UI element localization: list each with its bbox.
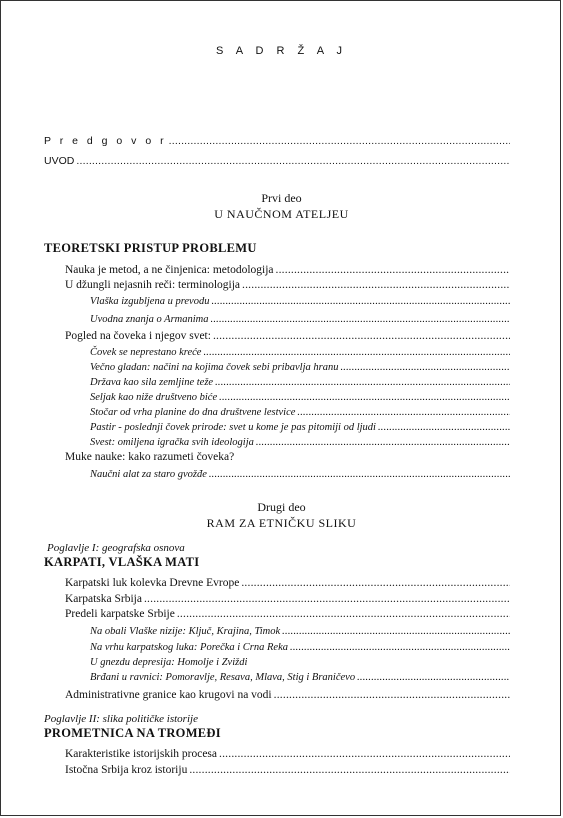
entry-label: Pastir - poslednji čovek prirode: svet u kome je pas pitomiji od ljudi — [90, 422, 376, 433]
entry-label: Svest: omiljena igračka svih ideologija — [90, 437, 254, 448]
dot-leader — [357, 671, 510, 685]
dot-leader — [203, 346, 510, 360]
page-title: S A D R Ž A J — [215, 45, 348, 57]
dot-leader — [211, 295, 510, 309]
entry-label: UVOD — [44, 155, 75, 167]
toc-entry[interactable] — [65, 451, 234, 463]
toc-entry[interactable] — [65, 329, 510, 343]
chapter-label: Poglavlje II: slika političke istorije — [44, 713, 198, 725]
part-title: U NAUČNOM ATELJEU — [214, 207, 349, 221]
entry-label: Muke nauke: kako razumeti čoveka? — [65, 451, 235, 463]
toc-entry-uvod[interactable] — [44, 154, 510, 168]
toc-entry[interactable] — [90, 468, 510, 482]
entry-label: Brđani u ravnici: Pomoravlje, Resava, Mlava, Stig i Braničevo — [90, 672, 356, 683]
entry-label: Čovek se neprestano kreće — [90, 347, 202, 358]
dot-leader — [189, 763, 510, 777]
dot-leader — [215, 376, 510, 390]
entry-label: Uvodna znanja o Armanima — [90, 314, 209, 325]
section-heading: KARPATI, VLAŠKA MATI — [44, 555, 200, 569]
entry-label: U džungli nejasnih reči: terminologija — [65, 279, 241, 291]
entry-label: Vlaška izgubljena u prevodu — [90, 296, 210, 307]
entry-label: Seljak kao niže društveno biće — [90, 392, 218, 403]
toc-entry[interactable] — [90, 295, 510, 309]
part-label: Drugi deo — [257, 500, 306, 514]
toc-entry[interactable] — [90, 346, 510, 360]
section-heading: TEORETSKI PRISTUP PROBLEMU — [44, 241, 257, 255]
toc-entry[interactable] — [65, 747, 510, 761]
dot-leader — [274, 688, 510, 702]
entry-label: Nauka je metod, a ne činjenica: metodologija — [65, 264, 274, 276]
toc-entry[interactable] — [90, 421, 510, 435]
dot-leader — [219, 747, 510, 761]
toc-entry[interactable] — [90, 406, 510, 420]
entry-label: Na vrhu karpatskog luka: Porečka i Crna Reka — [90, 642, 289, 653]
toc-entry[interactable] — [90, 391, 510, 405]
entry-label: Predeli karpatske Srbije — [65, 608, 175, 620]
toc-entry[interactable] — [90, 376, 510, 390]
toc-entry[interactable] — [90, 313, 510, 327]
dot-leader — [290, 641, 510, 655]
entry-label: Karpatski luk kolevka Drevne Evrope — [65, 577, 240, 589]
toc-entry[interactable] — [90, 641, 510, 655]
dot-leader — [169, 134, 510, 148]
dot-leader — [211, 313, 510, 327]
toc-entry-predgovor[interactable] — [44, 134, 510, 148]
toc-entry[interactable] — [90, 361, 510, 375]
dot-leader — [378, 421, 510, 435]
entry-label: Karpatska Srbija — [65, 593, 142, 605]
entry-label: Naučni alat za staro gvožđe — [90, 469, 207, 480]
entry-label: Pogled na čoveka i njegov svet: — [65, 330, 211, 342]
dot-leader — [297, 406, 510, 420]
dot-leader — [242, 278, 510, 292]
toc-entry[interactable] — [65, 763, 510, 777]
toc-entry[interactable] — [90, 656, 510, 670]
dot-leader — [241, 576, 510, 590]
toc-entry[interactable] — [65, 592, 510, 606]
toc-entry[interactable] — [90, 436, 510, 450]
dot-leader — [177, 607, 510, 621]
entry-label: Karakteristike istorijskih procesa — [65, 748, 218, 760]
toc-entry[interactable] — [65, 607, 510, 621]
dot-leader — [340, 361, 510, 375]
dot-leader — [256, 436, 510, 450]
dot-leader — [209, 468, 510, 482]
toc-entry[interactable] — [90, 625, 510, 639]
toc-entry[interactable] — [65, 278, 510, 292]
entry-label: Na obali Vlaške nizije: Ključ, Krajina, Timok — [90, 626, 281, 637]
dot-leader — [144, 592, 510, 606]
entry-label: P r e d g o v o r — [44, 135, 167, 147]
toc-entry[interactable] — [65, 688, 510, 702]
toc-entry[interactable] — [65, 576, 510, 590]
dot-leader — [213, 329, 510, 343]
entry-label: Stočar od vrha planine do dna društvene lestvice — [90, 407, 296, 418]
section-heading: PROMETNICA NA TROMEĐI — [44, 726, 221, 740]
dot-leader — [282, 625, 510, 639]
part-label: Prvi deo — [261, 191, 302, 205]
dot-leader — [276, 263, 510, 277]
part-title: RAM ZA ETNIČKU SLIKU — [206, 516, 357, 530]
chapter-label: Poglavlje I: geografska osnova — [47, 542, 185, 554]
entry-label: U gnezdu depresija: Homolje i Zviždi — [90, 657, 248, 668]
entry-label: Država kao sila zemljine teže — [90, 377, 214, 388]
toc-entry[interactable] — [65, 263, 510, 277]
entry-label: Večno gladan: načini na kojima čovek sebi pribavlja hranu — [90, 362, 339, 373]
dot-leader — [219, 391, 510, 405]
toc-entry[interactable] — [90, 671, 510, 685]
entry-label: Administrativne granice kao krugovi na vodi — [65, 689, 272, 701]
entry-label: Istočna Srbija kroz istoriju — [65, 764, 188, 776]
dot-leader — [76, 154, 510, 168]
